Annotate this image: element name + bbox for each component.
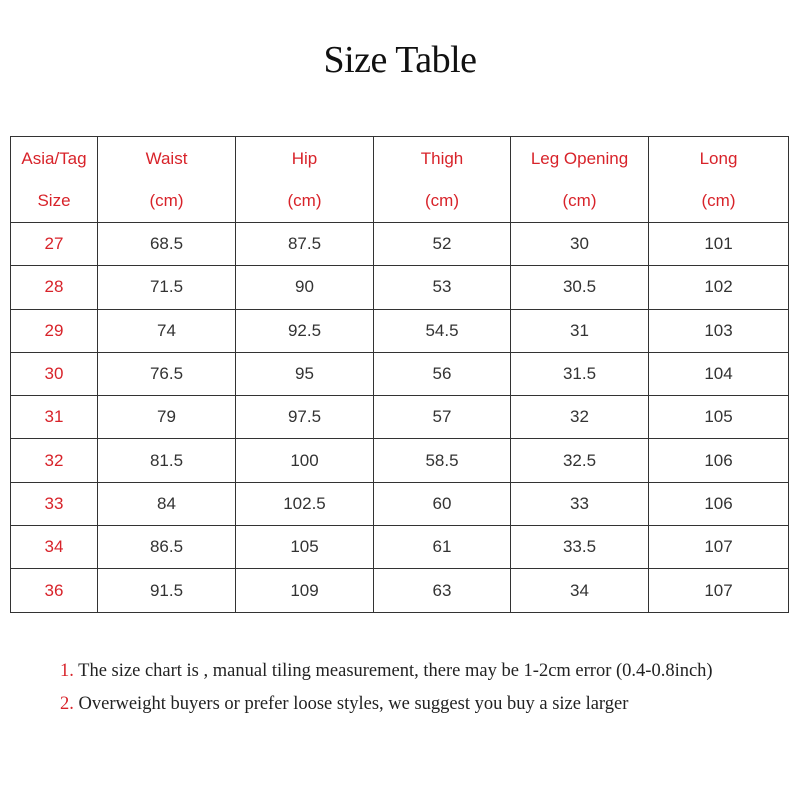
leg-opening-cell: 33.5 [511,526,649,569]
leg-opening-cell: 32.5 [511,439,649,482]
leg-opening-cell: 33 [511,482,649,525]
table-header [11,137,789,223]
hip-cell: 87.5 [236,223,374,266]
note-number: 2. [60,694,74,714]
hip-cell: 97.5 [236,396,374,439]
leg-opening-cell: 31.5 [511,352,649,395]
thigh-cell: 61 [374,526,511,569]
leg-opening-cell: 32 [511,396,649,439]
hip-cell: 95 [236,352,374,395]
header-label: Thigh [420,148,464,168]
table-row [11,439,789,482]
size-cell: 30 [11,352,98,395]
header-label: Waist [145,148,188,168]
note-item [60,688,780,721]
size-cell: 28 [11,266,98,309]
thigh-cell: 63 [374,569,511,612]
size-table [10,136,789,613]
size-cell: 31 [11,396,98,439]
long-cell: 101 [649,223,789,266]
waist-cell: 76.5 [98,352,236,395]
size-cell: 36 [11,569,98,612]
leg-opening-cell: 31 [511,309,649,352]
size-cell: 32 [11,439,98,482]
note-item [60,655,780,688]
header-unit: (cm) [701,190,736,210]
thigh-cell: 57 [374,396,511,439]
header-waist [98,137,236,223]
table-row [11,396,789,439]
hip-cell: 92.5 [236,309,374,352]
long-cell: 106 [649,482,789,525]
notes [60,655,780,721]
leg-opening-cell: 30 [511,223,649,266]
hip-cell: 109 [236,569,374,612]
header-unit: (cm) [287,190,322,210]
header-label: Leg Opening [530,148,629,168]
header-unit: (cm) [562,190,597,210]
long-cell: 104 [649,352,789,395]
note-number: 1. [60,661,74,681]
waist-cell: 91.5 [98,569,236,612]
header-hip [236,137,374,223]
table-row [11,526,789,569]
size-cell: 27 [11,223,98,266]
thigh-cell: 54.5 [374,309,511,352]
long-cell: 107 [649,526,789,569]
table-row [11,352,789,395]
waist-cell: 68.5 [98,223,236,266]
hip-cell: 102.5 [236,482,374,525]
waist-cell: 79 [98,396,236,439]
hip-cell: 90 [236,266,374,309]
page-title: Size Table [323,39,477,81]
long-cell: 103 [649,309,789,352]
header-size [11,137,98,223]
waist-cell: 71.5 [98,266,236,309]
table-row [11,223,789,266]
hip-cell: 105 [236,526,374,569]
header-row [11,137,789,223]
long-cell: 105 [649,396,789,439]
hip-cell: 100 [236,439,374,482]
waist-cell: 86.5 [98,526,236,569]
waist-cell: 81.5 [98,439,236,482]
thigh-cell: 53 [374,266,511,309]
size-cell: 29 [11,309,98,352]
header-label: Asia/Tag [21,148,87,168]
header-label: Long [699,148,738,168]
leg-opening-cell: 30.5 [511,266,649,309]
note-text: The size chart is , manual tiling measurement, there may be 1-2cm error (0.4-0.8inch) [73,661,713,681]
long-cell: 106 [649,439,789,482]
header-unit: (cm) [425,190,459,210]
thigh-cell: 56 [374,352,511,395]
waist-cell: 84 [98,482,236,525]
long-cell: 102 [649,266,789,309]
header-thigh [374,137,511,223]
table-row [11,309,789,352]
thigh-cell: 52 [374,223,511,266]
table-row [11,266,789,309]
header-long [649,137,789,223]
leg-opening-cell: 34 [511,569,649,612]
header-leg-opening [511,137,649,223]
size-cell: 33 [11,482,98,525]
table-row [11,482,789,525]
long-cell: 107 [649,569,789,612]
size-cell: 34 [11,526,98,569]
thigh-cell: 58.5 [374,439,511,482]
thigh-cell: 60 [374,482,511,525]
waist-cell: 74 [98,309,236,352]
note-text: Overweight buyers or prefer loose styles, we suggest you buy a size larger [73,694,629,714]
header-unit: Size [37,190,71,210]
header-unit: (cm) [149,190,184,210]
header-label: Hip [291,148,318,168]
table-row [11,569,789,612]
table-body [11,223,789,613]
